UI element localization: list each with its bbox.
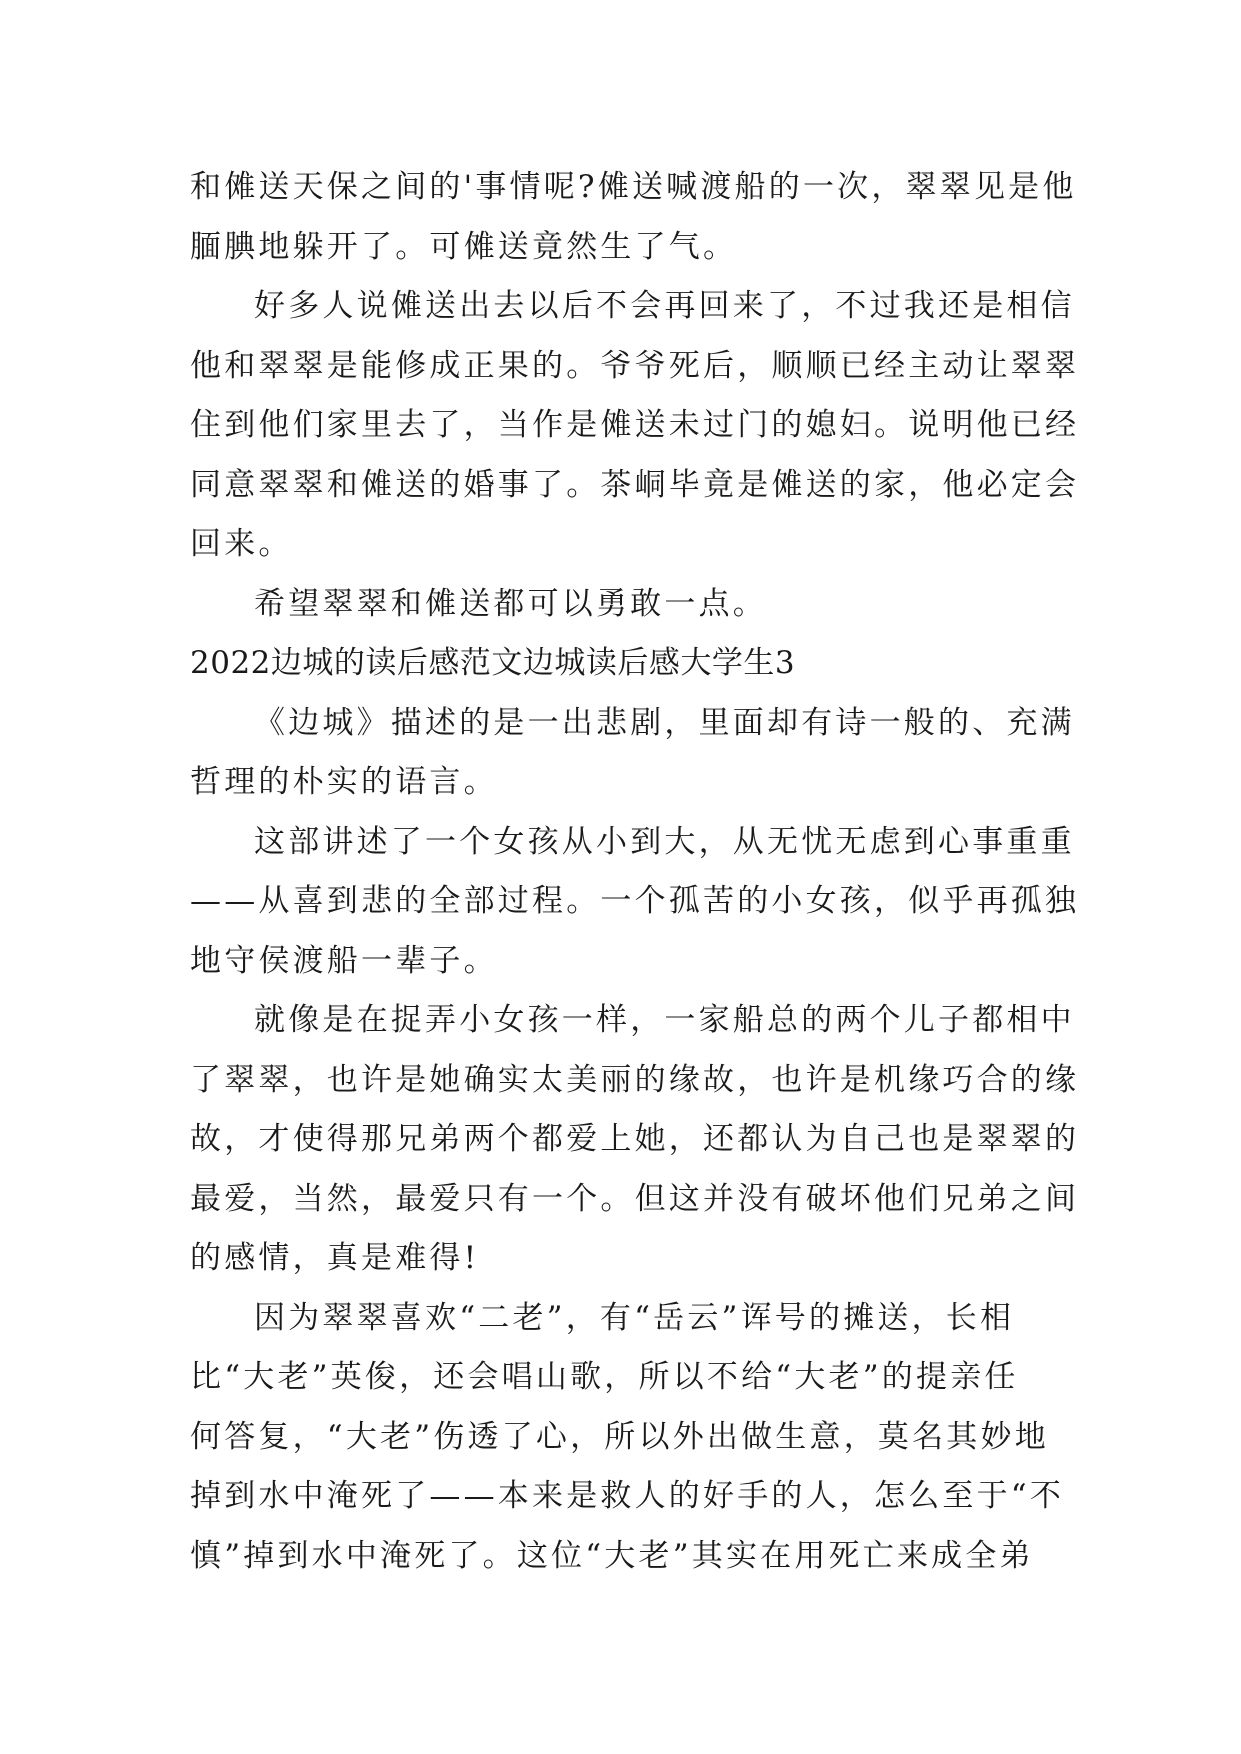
text-line: 和傩送天保之间的'事情呢?傩送喊渡船的一次，翠翠见是他 xyxy=(190,169,1077,205)
paragraph-start: 好多人说傩送出去以后不会再回来了，不过我还是相信 xyxy=(254,288,1075,324)
text-line: ——从喜到悲的全部过程。一个孤苦的小女孩，似乎再孤独 xyxy=(190,883,1080,919)
text-line: 了翠翠，也许是她确实太美丽的缘故，也许是机缘巧合的缘 xyxy=(190,1061,1080,1098)
text-line: 的感情，真是难得! xyxy=(190,1240,480,1276)
text-line: 掉到水中淹死了——本来是救人的好手的人，怎么至于“不 xyxy=(190,1478,1065,1514)
text-line: 慎”掉到水中淹死了。这位“大老”其实在用死亡来成全弟 xyxy=(190,1537,1034,1574)
text-line: 哲理的朴实的语言。 xyxy=(190,764,498,800)
text-line: 住到他们家里去了，当作是傩送未过门的媳妇。说明他已经 xyxy=(190,407,1080,443)
text-line: 何答复，“大老”伤透了心，所以外出做生意，莫名其妙地 xyxy=(190,1418,1049,1455)
paragraph-start: 这部讲述了一个女孩从小到大，从无忧无虑到心事重重 xyxy=(254,823,1075,860)
text-line: 他和翠翠是能修成正果的。爷爷死后，顺顺已经主动让翠翠 xyxy=(190,347,1080,384)
text-line: 最爱，当然，最爱只有一个。但这并没有破坏他们兄弟之间 xyxy=(190,1180,1080,1217)
document-page xyxy=(190,158,1080,1586)
paragraph-start: 就像是在捉弄小女孩一样，一家船总的两个儿子都相中 xyxy=(254,1002,1075,1038)
section-heading: 2022边城的读后感范文边城读后感大学生3 xyxy=(190,645,796,681)
paragraph-start: 《边城》描述的是一出悲剧，里面却有诗一般的、充满 xyxy=(254,704,1075,741)
text-line: 故，才使得那兄弟两个都爱上她，还都认为自己也是翠翠的 xyxy=(190,1121,1080,1157)
text-line: 地守侯渡船一辈子。 xyxy=(190,942,498,979)
text-line: 比“大老”英俊，还会唱山歌，所以不给“大老”的提亲任 xyxy=(190,1359,1019,1395)
paragraph-start: 因为翠翠喜欢“二老”，有“岳云”诨号的摊送，长相 xyxy=(254,1299,1015,1336)
text-line: 回来。 xyxy=(190,526,293,562)
text-line: 腼腆地躲开了。可傩送竟然生了气。 xyxy=(190,228,738,265)
text-line: 同意翠翠和傩送的婚事了。茶峒毕竟是傩送的家，他必定会 xyxy=(190,466,1080,503)
paragraph-start: 希望翠翠和傩送都可以勇敢一点。 xyxy=(254,585,767,622)
